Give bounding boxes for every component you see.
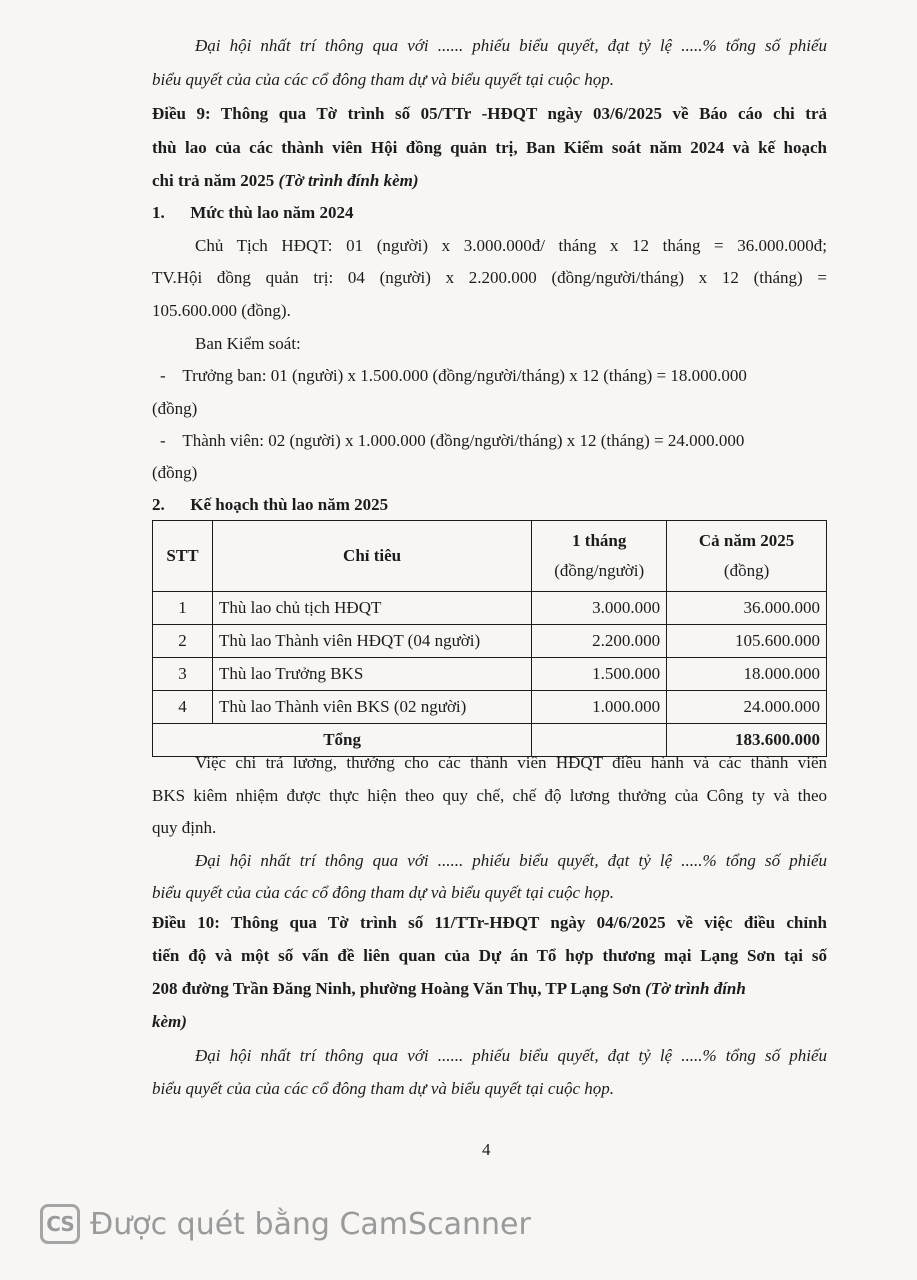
cell-stt: 3 — [153, 658, 213, 691]
header-item: Chỉ tiêu — [212, 521, 531, 592]
section-1-line-8: (đồng) — [152, 463, 198, 482]
cell-month: 3.000.000 — [532, 592, 667, 625]
cell-stt: 4 — [153, 691, 213, 724]
cell-year: 18.000.000 — [667, 658, 827, 691]
cell-stt: 1 — [153, 592, 213, 625]
after-table-line-2: BKS kiêm nhiệm được thực hiện theo quy chế, chế độ lương thưởng của Công ty và theo — [152, 786, 827, 805]
section-1-line-1: Chủ Tịch HĐQT: 01 (người) x 3.000.000đ/ tháng x 12 tháng = 36.000.000đ; — [195, 236, 827, 255]
total-label: Tổng — [153, 724, 532, 757]
header-year — [667, 521, 827, 592]
page-number: 4 — [482, 1140, 491, 1159]
section-1-line-6: (đồng) — [152, 399, 198, 418]
cell-year: 36.000.000 — [667, 592, 827, 625]
article-10-heading-4: kèm) — [152, 1012, 187, 1031]
section-1-line-3: 105.600.000 (đồng). — [152, 301, 291, 320]
header-stt: STT — [153, 521, 213, 592]
header-month — [532, 521, 667, 592]
article-9-heading-3-text: chi trả năm 2025 — [152, 171, 275, 190]
table-row — [153, 625, 827, 658]
cell-item: Thù lao Trưởng BKS — [212, 658, 531, 691]
section-1-line-4: Ban Kiểm soát: — [195, 334, 301, 353]
after-table-line-3: quy định. — [152, 818, 217, 837]
cell-month: 2.200.000 — [532, 625, 667, 658]
table-row — [153, 658, 827, 691]
article-10-heading-1: Điều 10: Thông qua Tờ trình số 11/TTr-HĐQT ngày 04/6/2025 về việc điều chỉnh — [152, 913, 827, 932]
camscanner-footer — [40, 1200, 531, 1248]
header-month-unit: (đồng/người) — [554, 561, 645, 580]
section-1-title: 1. Mức thù lao năm 2024 — [152, 203, 354, 222]
header-year-unit: (đồng) — [723, 561, 770, 580]
section-1-line-2: TV.Hội đồng quản trị: 04 (người) x 2.200.000 (đồng/người/tháng) x 12 (tháng) = — [152, 268, 827, 287]
vote-line-prev-2: biểu quyết của của các cổ đông tham dự và biểu quyết tại cuộc họp. — [152, 70, 614, 89]
vote-line-prev-1: Đại hội nhất trí thông qua với ...... phiếu biểu quyết, đạt tỷ lệ .....% tổng số phiếu — [195, 36, 827, 55]
vote-line-10-2: biểu quyết của của các cổ đông tham dự và biểu quyết tại cuộc họp. — [152, 1079, 614, 1098]
vote-line-9-2: biểu quyết của của các cổ đông tham dự và biểu quyết tại cuộc họp. — [152, 883, 614, 902]
camscanner-text: Được quét bằng CamScanner — [90, 1206, 531, 1242]
remuneration-plan-table — [152, 520, 827, 757]
article-10-attachment-note: (Tờ trình đính — [645, 979, 746, 998]
article-10-heading-2: tiến độ và một số vấn đề liên quan của Dự án Tổ hợp thương mại Lạng Sơn tại số — [152, 946, 827, 965]
vote-line-10-1: Đại hội nhất trí thông qua với ...... phiếu biểu quyết, đạt tỷ lệ .....% tổng số phiếu — [195, 1046, 827, 1065]
section-2-title: 2. Kế hoạch thù lao năm 2025 — [152, 495, 389, 514]
section-1-line-7: - Thành viên: 02 (người) x 1.000.000 (đồng/người/tháng) x 12 (tháng) = 24.000.000 — [160, 431, 745, 450]
article-9-heading-2: thù lao của các thành viên Hội đồng quản trị, Ban Kiểm soát năm 2024 và kế hoạch — [152, 138, 827, 157]
cell-stt: 2 — [153, 625, 213, 658]
article-9-heading-1: Điều 9: Thông qua Tờ trình số 05/TTr -HĐQT ngày 03/6/2025 về Báo cáo chi trả — [152, 104, 827, 123]
article-10-heading-3 — [152, 979, 746, 999]
section-1-line-5: - Trưởng ban: 01 (người) x 1.500.000 (đồng/người/tháng) x 12 (tháng) = 18.000.000 — [160, 366, 747, 385]
total-month-empty — [532, 724, 667, 757]
table-header-row — [153, 521, 827, 592]
cell-month: 1.500.000 — [532, 658, 667, 691]
vote-line-9-1: Đại hội nhất trí thông qua với ...... phiếu biểu quyết, đạt tỷ lệ .....% tổng số phiếu — [195, 851, 827, 870]
after-table-line-1: Việc chi trả lương, thưởng cho các thành viên HĐQT điều hành và các thành viên — [195, 753, 827, 772]
table-total-row — [153, 724, 827, 757]
table-row — [153, 592, 827, 625]
cell-year: 24.000.000 — [667, 691, 827, 724]
cell-item: Thù lao Thành viên BKS (02 người) — [212, 691, 531, 724]
cell-year: 105.600.000 — [667, 625, 827, 658]
cell-item: Thù lao chủ tịch HĐQT — [212, 592, 531, 625]
total-value: 183.600.000 — [667, 724, 827, 757]
cell-month: 1.000.000 — [532, 691, 667, 724]
article-10-heading-3-text: 208 đường Trần Đăng Ninh, phường Hoàng Văn Thụ, TP Lạng Sơn — [152, 979, 641, 998]
camscanner-logo-icon: CS — [40, 1204, 80, 1244]
header-year-label: Cả năm 2025 — [698, 531, 795, 550]
article-9-heading-3 — [152, 171, 419, 191]
table-row — [153, 691, 827, 724]
header-month-label: 1 tháng — [572, 531, 627, 550]
article-9-attachment-note: (Tờ trình đính kèm) — [278, 171, 419, 190]
cell-item: Thù lao Thành viên HĐQT (04 người) — [212, 625, 531, 658]
